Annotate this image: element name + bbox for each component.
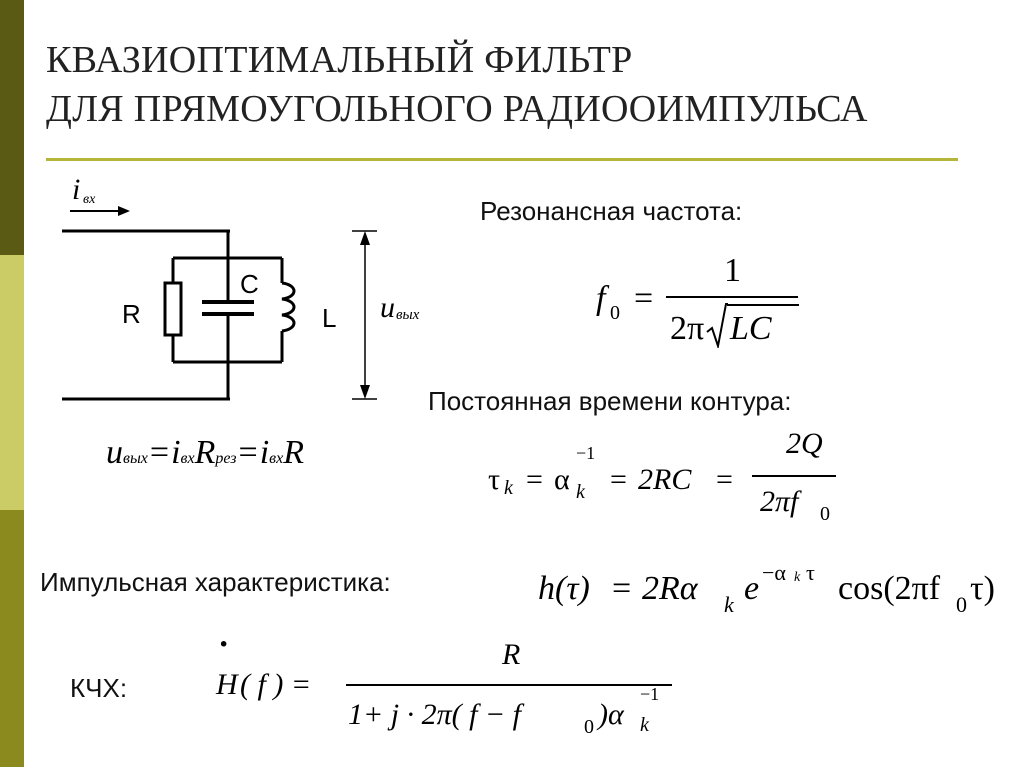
tc-eq3: = — [716, 463, 733, 496]
input-current-subscript: вх — [83, 192, 96, 207]
imp-exp-k: k — [794, 570, 801, 585]
title-divider — [46, 158, 958, 161]
tc-mid: 2RC — [638, 463, 692, 496]
kchh-den-sub: 0 — [584, 716, 594, 738]
side-bar-middle — [0, 255, 24, 510]
formula-i1: i — [171, 434, 181, 471]
tc-k2: k — [576, 481, 585, 503]
imp-exp: −α — [762, 560, 786, 585]
current-arrow-icon — [118, 206, 130, 216]
impulse-formula — [538, 560, 1018, 630]
time-constant-label: Постоянная времени контура: — [428, 386, 792, 416]
imp-cos-sub: 0 — [956, 592, 967, 617]
time-constant-formula — [488, 425, 868, 535]
imp-e: e — [744, 570, 760, 607]
imp-lhs: h(τ) — [538, 570, 590, 607]
imp-cos: cos(2πf — [838, 570, 941, 607]
res-num: 1 — [724, 252, 741, 289]
kchh-num: R — [502, 638, 521, 671]
imp-exp-tau: τ — [806, 560, 815, 585]
formula-u-sub: вых — [123, 450, 148, 467]
sqrt-icon — [706, 302, 728, 348]
impulse-label: Импульсная характеристика: — [40, 567, 391, 597]
formula-i1-sub: вх — [180, 450, 195, 467]
resonance-formula — [596, 250, 826, 360]
tc-alpha: α — [554, 463, 570, 496]
imp-cos-end: τ) — [970, 570, 995, 607]
tc-eq2: = — [610, 463, 627, 496]
inductor-symbol — [282, 283, 294, 331]
resonance-label: Резонансная частота: — [480, 196, 743, 226]
res-f-sub: 0 — [610, 302, 620, 324]
slide-title — [46, 36, 868, 134]
resistor-label: R — [122, 299, 141, 329]
kchh-den-sup: −1 — [640, 684, 660, 704]
imp-k1: k — [724, 592, 734, 617]
kchh-den-b: )α — [598, 698, 624, 731]
formula-eq1: = — [149, 434, 170, 471]
res-eq: = — [634, 280, 654, 317]
side-bar-bottom — [0, 510, 24, 767]
formula-u: u — [106, 434, 123, 471]
formula-eq2: = — [238, 434, 258, 471]
res-f: f — [596, 280, 606, 317]
kchh-h: H — [216, 668, 238, 701]
output-voltage-symbol: u — [380, 291, 395, 324]
rlc-circuit-diagram — [30, 165, 460, 415]
output-voltage-formula — [106, 434, 304, 472]
formula-i2: i — [259, 434, 270, 471]
formula-i2-sub: вх — [269, 450, 284, 467]
tc-den-sub: 0 — [820, 503, 830, 525]
kchh-den-a: 1+ j · 2π( f − f — [348, 698, 522, 731]
kchh-fraction-bar — [346, 684, 672, 686]
kchh-label: КЧХ: — [70, 673, 128, 703]
kchh-formula — [216, 626, 676, 758]
kchh-lhs-arg: ( f ) = — [240, 668, 312, 701]
resistor-symbol — [165, 283, 181, 335]
formula-r1-sub: рез — [215, 450, 237, 467]
capacitor-label: C — [240, 269, 259, 299]
tc-fraction-bar — [752, 475, 836, 477]
formula-r1: R — [194, 434, 216, 471]
slide-title-line2: ДЛЯ ПРЯМОУГОЛЬНОГО РАДИООИМПУЛЬСА — [46, 88, 868, 130]
voltage-arrow-up-icon — [360, 231, 370, 245]
kchh-den-k: k — [640, 714, 649, 736]
inductor-label: L — [322, 303, 337, 333]
voltage-arrow-down-icon — [360, 385, 370, 399]
res-den-rad: LC — [730, 310, 772, 347]
tc-k1: k — [504, 477, 513, 499]
tc-tau: τ — [488, 463, 501, 496]
tc-eq1: = — [526, 463, 543, 496]
imp-eq: = — [612, 570, 632, 607]
input-current-symbol: i — [72, 173, 81, 206]
tc-sup: −1 — [576, 443, 596, 463]
kchh-dot: · — [218, 626, 230, 663]
res-den-pre: 2π — [670, 310, 705, 347]
formula-r2: R — [283, 434, 304, 471]
output-voltage-subscript: вых — [396, 307, 420, 323]
side-bar-top — [0, 0, 24, 255]
res-fraction-bar — [666, 296, 798, 298]
tc-num: 2Q — [786, 427, 823, 460]
slide-title-line1: КВАЗИОПТИМАЛЬНЫЙ ФИЛЬТР — [46, 39, 633, 81]
tc-den: 2πf — [760, 485, 799, 518]
imp-coef: 2Rα — [642, 570, 698, 607]
sqrt-overline — [727, 304, 799, 306]
